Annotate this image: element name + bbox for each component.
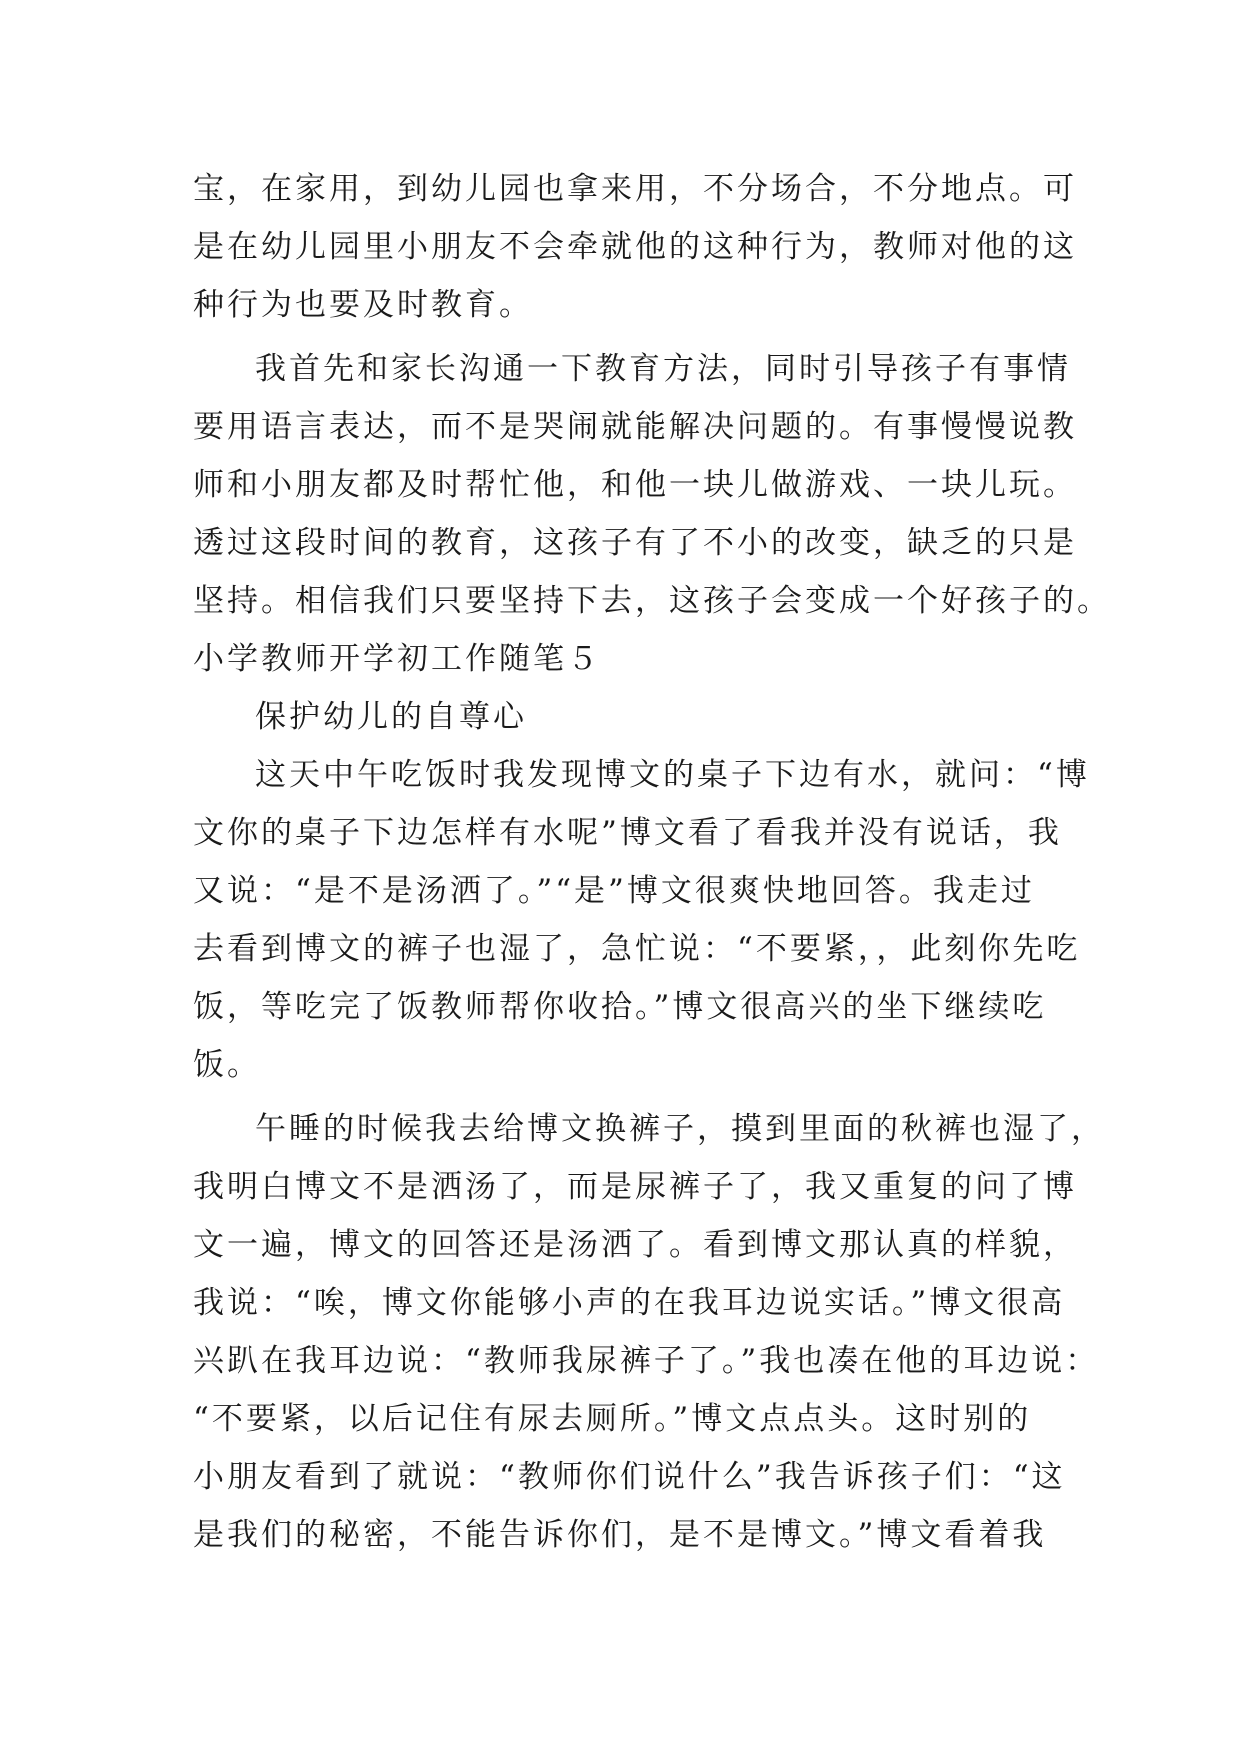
text-line: 透过这段时间的教育，这孩子有了不小的改变，缺乏的只是 — [193, 525, 1077, 561]
text-line: 我首先和家长沟通一下教育方法，同时引导孩子有事情 — [255, 351, 1071, 387]
text-line: 又说：“是不是汤洒了。”“是”博文很爽快地回答。我走过 — [193, 873, 1035, 909]
paragraph-lunch — [193, 746, 1090, 1094]
text-line: 要用语言表达，而不是哭闹就能解决问题的。有事慢慢说教 — [193, 409, 1077, 445]
document-page — [193, 160, 1111, 1564]
text-line: “不要紧，以后记住有尿去厕所。”博文点点头。这时别的 — [193, 1401, 1032, 1437]
text-line: 饭，等吃完了饭教师帮你收拾。”博文很高兴的坐下继续吃 — [193, 989, 1047, 1025]
text-line: 饭。 — [193, 1047, 261, 1083]
text-line: 种行为也要及时教育。 — [193, 287, 533, 323]
text-line: 这天中午吃饭时我发现博文的桌子下边有水，就问：“博 — [255, 757, 1090, 793]
text-line: 宝，在家用，到幼儿园也拿来用，不分场合，不分地点。可 — [193, 171, 1077, 207]
text-line: 我说：“唉，博文你能够小声的在我耳边说实话。”博文很高 — [193, 1285, 1066, 1321]
text-line: 文一遍，博文的回答还是汤洒了。看到博文那认真的样貌， — [193, 1227, 1077, 1263]
text-line: 文你的桌子下边怎样有水呢”博文看了看我并没有说话，我 — [193, 815, 1062, 851]
text-line: 去看到博文的裤子也湿了，急忙说：“不要紧，，此刻你先吃 — [193, 931, 1081, 967]
text-line: 师和小朋友都及时帮忙他，和他一块儿做游戏、一块儿玩。 — [193, 467, 1077, 503]
text-line: 是我们的秘密，不能告诉你们，是不是博文。”博文看着我 — [193, 1517, 1047, 1553]
paragraph-nap — [193, 1100, 1105, 1564]
paragraph-continued — [193, 160, 1077, 334]
section-title: 小学教师开学初工作随笔５ — [193, 641, 601, 677]
text-line: 兴趴在我耳边说：“教师我尿裤子了。”我也凑在他的耳边说： — [193, 1343, 1100, 1379]
section-subtitle: 保护幼儿的自尊心 — [255, 699, 527, 735]
paragraph-teaching-method — [193, 340, 1111, 630]
text-line: 坚持。相信我们只要坚持下去，这孩子会变成一个好孩子的。 — [193, 583, 1111, 619]
text-line: 是在幼儿园里小朋友不会牵就他的这种行为，教师对他的这 — [193, 229, 1077, 265]
text-line: 小朋友看到了就说：“教师你们说什么”我告诉孩子们：“这 — [193, 1459, 1066, 1495]
text-line: 我明白博文不是洒汤了，而是尿裤子了，我又重复的问了博 — [193, 1169, 1077, 1205]
text-line: 午睡的时候我去给博文换裤子，摸到里面的秋裤也湿了， — [255, 1111, 1105, 1147]
